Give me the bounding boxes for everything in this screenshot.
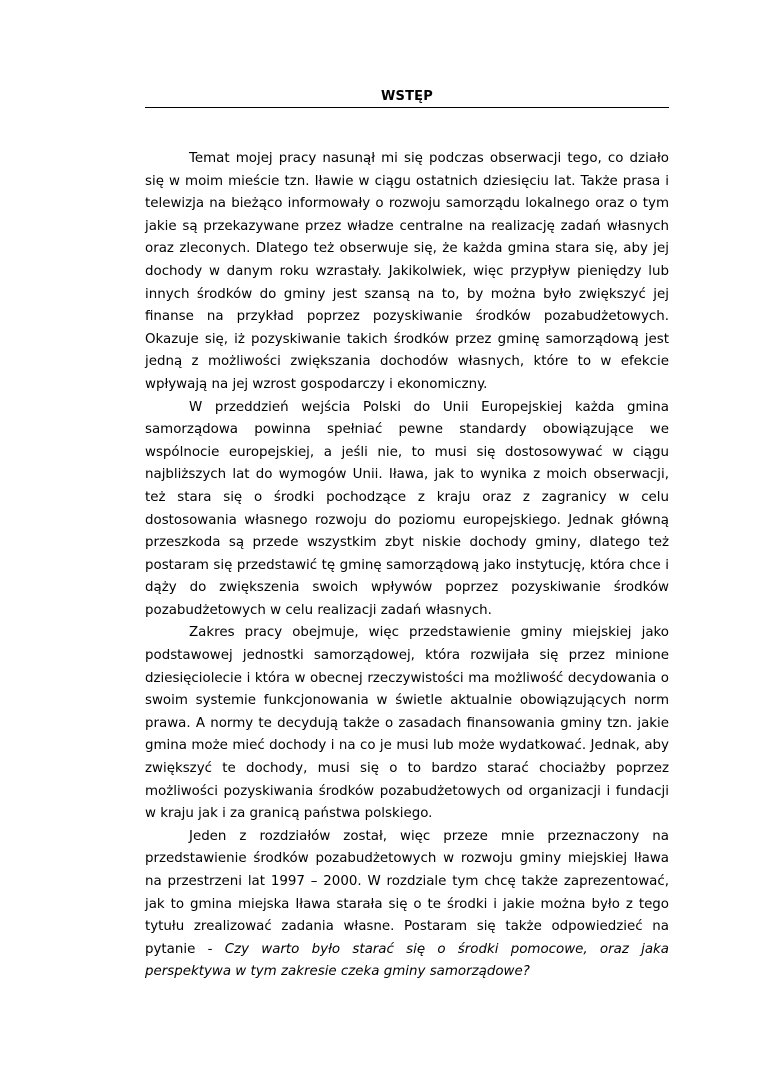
heading-underline: [145, 107, 669, 108]
section-heading: WSTĘP: [381, 89, 433, 104]
paragraph-4: [145, 826, 669, 984]
paragraph-1: Temat mojej pracy nasunął mi się podczas obserwacji tego, co działo się w moim mieście tzn. Iławie w ciągu ostatnich dziesięciu lat. Także prasa i telewizja na bieżąco informowały o rozwoju samorządu lokalnego oraz o tym jakie są przekazywane przez władze centralne na realizację zadań własnych oraz zleconych. Dlatego też obserwuje się, że każda gmina stara się, aby jej dochody w danym roku wzrastały. Jakikolwiek, więc przypływ pieniędzy lub innych środków do gminy jest szansą na to, by można było zwiększyć jej finanse na przykład poprzez pozyskiwanie środków pozabudżetowych. Okazuje się, iż pozyskiwanie takich środków przez gminę samorządową jest jedną z możliwości zwiększania dochodów własnych, które to w efekcie wpływają na jej wzrost gospodarczy i ekonomiczny.: [145, 151, 669, 392]
paragraph-4-question: Czy warto było starać się o środki pomocowe, oraz jaka perspektywa w tym zakresie czeka gminy samorządowe?: [145, 941, 670, 980]
document-body: [145, 148, 669, 984]
paragraph-2: W przeddzień wejścia Polski do Unii Europejskiej każda gmina samorządowa powinna spełniać pewne standardy obowiązujące we wspólnocie europejskiej, a jeśli nie, to musi się dostosowywać w ciągu najbliższych lat do wymogów Unii. Iława, jak to wynika z moich obserwacji, też stara się o środki pochodzące z kraju oraz z zagranicy w celu dostosowania własnego rozwoju do poziomu europejskiego. Jednak główną przeszkoda są przede wszystkim zbyt niskie dochody gminy, dlatego też postaram się przedstawić tę gminę samorządową jako instytucję, która chce i dąży do zwiększenia swoich wpływów poprzez pozyskiwanie środków pozabudżetowych w celu realizacji zadań własnych.: [145, 399, 669, 618]
paragraph-3: Zakres pracy obejmuje, więc przedstawienie gminy miejskiej jako podstawowej jednostki samorządowej, która rozwijała się przez minione dziesięciolecie i która w obecnej rzeczywistości ma możliwość decydowania o swoim systemie funkcjonowania w świetle aktualnie obowiązujących norm prawa. A normy te decydują także o zasadach finansowania gminy tzn. jakie gmina może mieć dochody i na co je musi lub może wydatkować. Jednak, aby zwiększyć te dochody, musi się o to bardzo starać chociażby poprzez możliwości pozyskiwania środków pozabudżetowych od organizacji i fundacji w kraju jak i za granicą państwa polskiego.: [145, 625, 669, 822]
paragraph-4-text: Jeden z rozdziałów został, więc przeze mnie przeznaczony na przedstawienie środków pozabudżetowych w rozwoju gminy miejskiej Iława na przestrzeni lat 1997 – 2000. W rozdziale tym chcę także zaprezentować, jak to gmina miejska Iława starała się o te środki i jakie można było z tego tytułu zrealizować zadania własne. Postaram się także odpowiedzieć na pytanie -: [145, 828, 669, 957]
